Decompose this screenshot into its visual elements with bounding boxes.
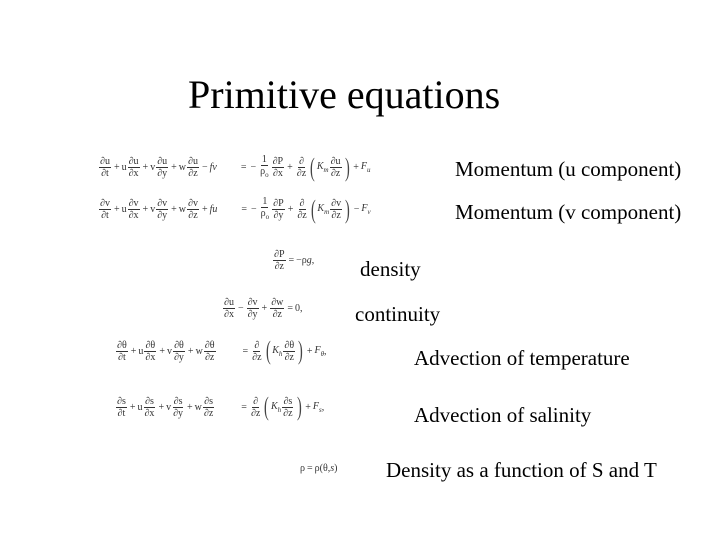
equation-momentum-v: $\frac{\partial v}{\partial t}$ + u $\frac{\partial v}{\partial x}$ + v $\frac{\partial v}{\partial y}$ + w $\frac{\partial v}{\partial z}$ + fu = − $\frac{1}{\rho_o}$ $\frac{\partial P}{\partial y}$ + $\frac{\partial}{\partial z}$ ( $K_m$ $\frac{\partial v}{\partial z}$ ) − $F_v$ bbox=[100, 194, 371, 224]
equation-momentum-u: $\frac{\partial u}{\partial t}$ + u $\frac{\partial u}{\partial x}$ + v $\frac{\partial u}{\partial y}$ + w $\frac{\partial u}{\partial z}$ − fv = − $\frac{1}{\rho_o}$ $\frac{\partial P}{\partial x}$ + $\frac{\partial}{\partial z}$ ( $K_m$ $\frac{\partial u}{\partial z}$ ) + $F_u$ bbox=[100, 152, 371, 182]
equation-hydrostatic: $\frac{\partial P}{\partial z}$ = −ρ g , bbox=[274, 249, 315, 272]
slide-title: Primitive equations bbox=[188, 72, 501, 117]
label-continuity: continuity bbox=[355, 302, 441, 326]
equation-salinity: $\frac{\partial s}{\partial t}$ + u $\frac{\partial s}{\partial x}$ + v $\frac{\partial s}{\partial y}$ + w $\frac{\partial s}{\partial z}$ = $\frac{\partial}{\partial z}$ ( $K_h$ $\frac{\partial s}{\partial z}$ ) + $F_s$ , bbox=[117, 392, 325, 421]
equation-state: ρ = ρ(θ, s ) bbox=[300, 463, 338, 474]
equation-continuity: $\frac{\partial u}{\partial x}$ − $\frac{\partial v}{\partial y}$ + $\frac{\partial w}{\partial z}$ = 0, bbox=[224, 297, 303, 320]
equation-temperature: $\frac{\partial\theta}{\partial t}$ + u $\frac{\partial\theta}{\partial x}$ + v $\frac{\partial\theta}{\partial y}$ + w $\frac{\partial\theta}{\partial z}$ = $\frac{\partial}{\partial z}$ ( $K_h$ $\frac{\partial\theta}{\partial z}$ ) + $F_\theta$ , bbox=[117, 336, 327, 365]
label-momentum-u: Momentum (u component) bbox=[455, 157, 682, 181]
label-advection-salinity: Advection of salinity bbox=[414, 403, 592, 427]
label-density: density bbox=[360, 257, 421, 281]
label-momentum-v: Momentum (v component) bbox=[455, 200, 682, 224]
label-density-function: Density as a function of S and T bbox=[386, 458, 657, 482]
label-advection-temperature: Advection of temperature bbox=[414, 346, 630, 370]
